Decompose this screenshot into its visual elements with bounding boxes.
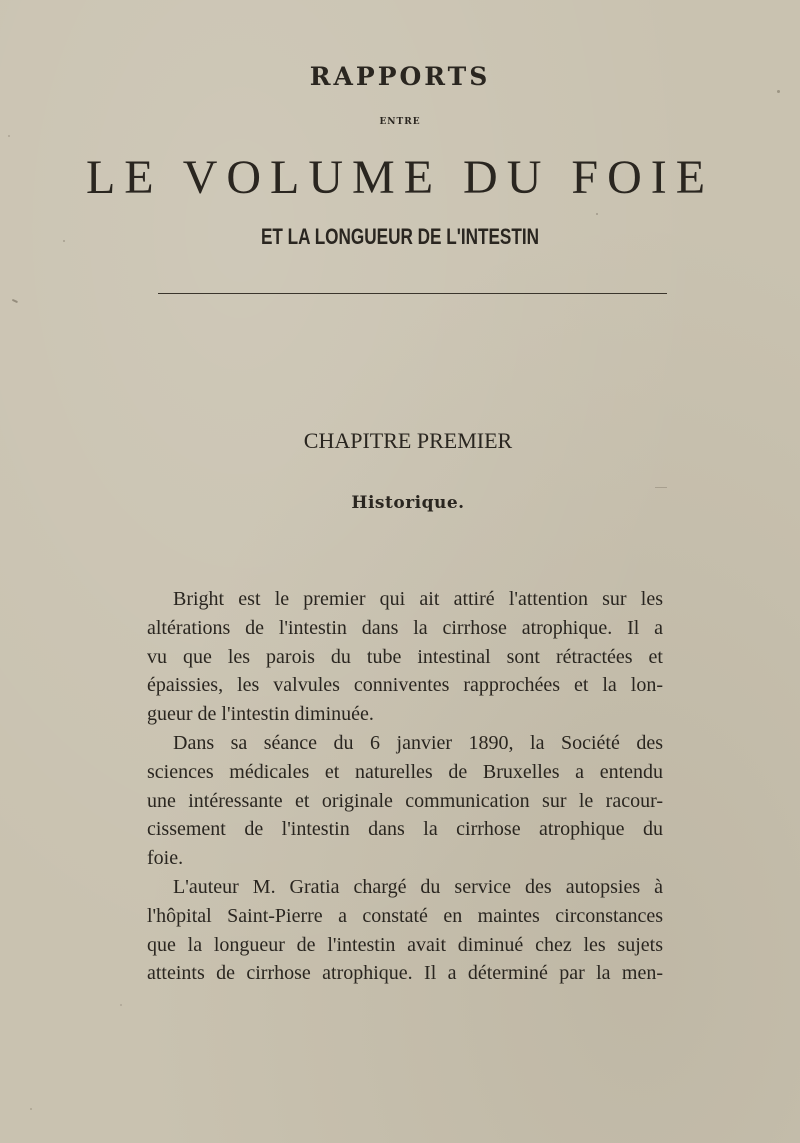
paper-speck: [655, 487, 667, 488]
title-volume-du-foie: LE VOLUME DU FOIE: [85, 151, 715, 204]
paper-speck: [596, 213, 598, 215]
paragraph-1: [147, 585, 663, 729]
paragraph-line: que la longueur de l'intestin avait diminué chez les sujets: [147, 933, 663, 956]
paragraph-line: gueur de l'intestin diminuée.: [147, 703, 374, 726]
paragraph-line: altérations de l'intestin dans la cirrhose atrophique. Il a: [147, 616, 663, 639]
paper-speck: [30, 1108, 32, 1110]
paragraph-line: L'auteur M. Gratia chargé du service des autopsies à: [173, 876, 663, 898]
paragraph-line: sciences médicales et naturelles de Bruxelles a entendu: [147, 760, 663, 783]
paragraph-line: l'hôpital Saint-Pierre a constaté en maintes circonstances: [147, 904, 663, 927]
paper-speck: [12, 299, 18, 303]
paper-speck: [120, 1004, 122, 1006]
paper-speck: [777, 90, 780, 93]
paragraph-line: foie.: [147, 847, 184, 870]
paragraph-line: atteints de cirrhose atrophique. Il a déterminé par la men-: [147, 962, 663, 985]
paper-speck: [8, 135, 10, 137]
title-entre: ENTRE: [379, 117, 421, 127]
paragraph-line: vu que les parois du tube intestinal sont rétractées et: [147, 645, 663, 668]
paper-speck: [63, 240, 65, 242]
title-divider: [158, 293, 667, 294]
paragraph-3: [147, 873, 663, 988]
paragraph-line: Bright est le premier qui ait attiré l'attention sur les: [173, 588, 663, 610]
paragraph-2: [147, 729, 663, 873]
section-subheading: Historique.: [351, 493, 465, 513]
paragraph-line: Dans sa séance du 6 janvier 1890, la Société des: [173, 732, 663, 754]
title-rapports: RAPPORTS: [309, 62, 491, 91]
paragraph-line: une intéressante et originale communication sur le racour-: [147, 789, 663, 812]
paragraph-line: épaissies, les valvules conniventes rapprochées et la lon-: [147, 674, 663, 697]
chapter-heading: CHAPITRE PREMIER: [303, 428, 513, 453]
paragraph-line: cissement de l'intestin dans la cirrhose atrophique du: [147, 818, 663, 841]
title-longueur-intestin: ET LA LONGUEUR DE L'INTESTIN: [260, 224, 539, 249]
